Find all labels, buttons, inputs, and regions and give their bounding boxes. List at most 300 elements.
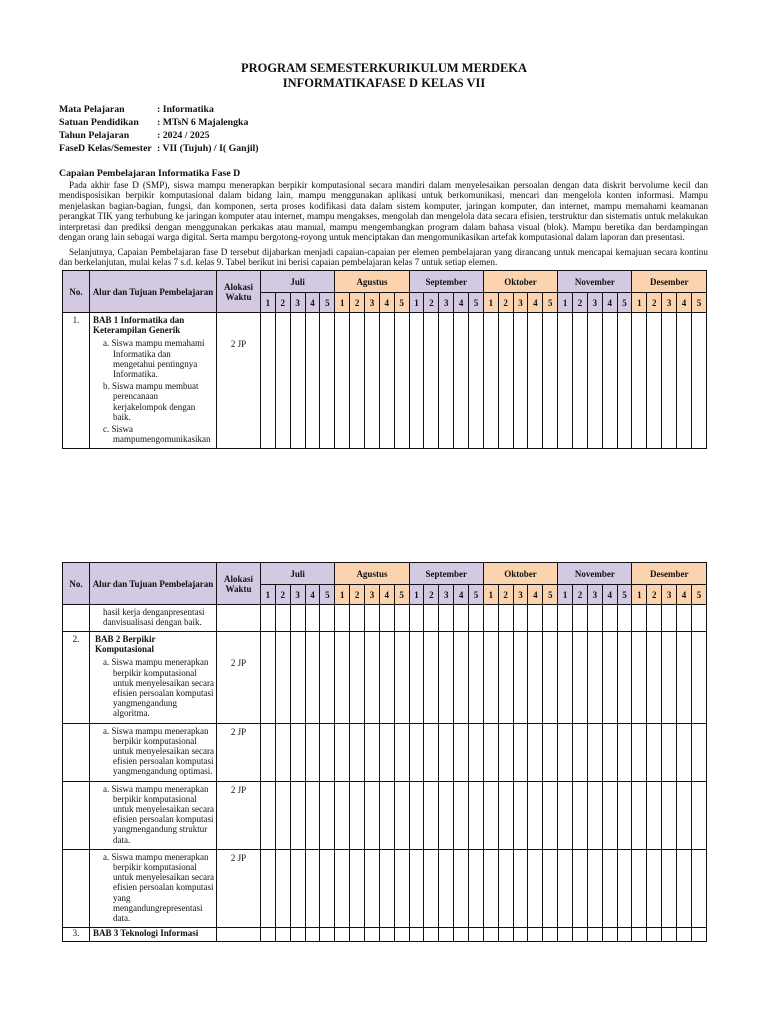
week-cell (424, 632, 439, 724)
week-cell (677, 849, 692, 927)
week-cell (320, 781, 335, 849)
week-cell (454, 849, 469, 927)
week-cell (439, 723, 454, 781)
week-november-2: 2 (573, 293, 588, 313)
week-cell (483, 781, 498, 849)
header-alokasi: Alokasi Waktu (217, 271, 261, 313)
week-cell (558, 928, 573, 942)
week-cell (587, 849, 602, 927)
week-cell (409, 849, 424, 927)
week-cell (483, 632, 498, 724)
week-cell (365, 632, 380, 724)
objective-item: b. Siswa mampu membuat perencanaan kerjakelompok dengan baik. (103, 381, 199, 422)
week-cell (602, 313, 617, 449)
week-agustus-4: 4 (379, 293, 394, 313)
week-cell (320, 632, 335, 724)
row-number (63, 605, 90, 632)
week-cell (439, 849, 454, 927)
chapter-title: BAB 1 Informatika dan Keterampilan Generik (93, 315, 185, 336)
week-cell (677, 313, 692, 449)
header-month-agustus: Agustus (335, 563, 409, 585)
week-juli-4: 4 (305, 293, 320, 313)
learning-objective-cell (90, 605, 217, 632)
week-cell (558, 313, 573, 449)
week-cell (573, 781, 588, 849)
week-cell (543, 849, 558, 927)
info-row-subject (59, 103, 259, 116)
header-no: No. (63, 563, 90, 605)
week-cell (290, 605, 305, 632)
time-allocation: 2 JP (217, 849, 261, 927)
week-september-5: 5 (469, 585, 484, 605)
week-cell (320, 313, 335, 449)
week-cell (365, 723, 380, 781)
week-cell (290, 928, 305, 942)
week-november-2: 2 (573, 585, 588, 605)
week-cell (573, 313, 588, 449)
week-cell (483, 605, 498, 632)
week-oktober-4: 4 (528, 293, 543, 313)
schedule-table-1 (62, 270, 707, 449)
week-cell (528, 928, 543, 942)
week-cell (573, 849, 588, 927)
objective-item: a. Siswa mampu menerapkan berpikir komputasional untuk menyelesaikan secara efisien persoalan komputasi yangmengandung algoritma. (103, 657, 214, 719)
week-cell (632, 849, 647, 927)
week-cell (365, 928, 380, 942)
week-cell (261, 632, 276, 724)
week-cell (275, 928, 290, 942)
header-month-november: November (558, 271, 632, 293)
week-cell (528, 723, 543, 781)
info-label: Tahun Pelajaran (59, 130, 130, 141)
week-cell (498, 632, 513, 724)
week-cell (528, 849, 543, 927)
week-cell (379, 313, 394, 449)
week-september-3: 3 (439, 585, 454, 605)
week-oktober-3: 3 (513, 585, 528, 605)
week-oktober-1: 1 (483, 293, 498, 313)
week-cell (275, 849, 290, 927)
week-cell (662, 605, 677, 632)
week-cell (379, 632, 394, 724)
identity-block (59, 103, 259, 155)
week-cell (335, 723, 350, 781)
week-cell (662, 928, 677, 942)
info-row-class (59, 142, 259, 155)
week-cell (498, 723, 513, 781)
week-cell (691, 781, 706, 849)
week-cell (305, 605, 320, 632)
objective-item: a. Siswa mampu menerapkan berpikir komputasional untuk menyelesaikan secara efisien persoalan komputasi yang mengandungrepresentasi data. (103, 851, 214, 924)
week-cell (454, 605, 469, 632)
header-alokasi: Alokasi Waktu (217, 563, 261, 605)
week-november-5: 5 (617, 293, 632, 313)
info-value: : 2024 / 2025 (157, 130, 210, 141)
week-oktober-3: 3 (513, 293, 528, 313)
week-cell (365, 781, 380, 849)
week-november-4: 4 (602, 293, 617, 313)
week-november-4: 4 (602, 585, 617, 605)
info-label: Satuan Pendidikan (59, 117, 139, 128)
header-month-oktober: Oktober (483, 563, 557, 585)
week-cell (677, 605, 692, 632)
week-oktober-4: 4 (528, 585, 543, 605)
capaian-heading: Capaian Pembelajaran Informatika Fase D (59, 168, 241, 179)
week-cell (394, 632, 409, 724)
header-month-juli: Juli (261, 271, 335, 293)
week-cell (691, 928, 706, 942)
week-oktober-5: 5 (543, 293, 558, 313)
week-cell (587, 313, 602, 449)
week-cell (454, 928, 469, 942)
week-cell (691, 313, 706, 449)
week-cell (662, 723, 677, 781)
week-cell (662, 632, 677, 724)
week-cell (350, 605, 365, 632)
week-cell (290, 632, 305, 724)
week-agustus-3: 3 (365, 585, 380, 605)
week-juli-2: 2 (275, 293, 290, 313)
week-cell (528, 632, 543, 724)
info-value: : Informatika (157, 104, 214, 115)
week-cell (602, 928, 617, 942)
document-title-line2: INFORMATIKAFASE D KELAS VII (282, 76, 486, 90)
week-cell (513, 928, 528, 942)
week-desember-2: 2 (647, 585, 662, 605)
objective-item: c. Siswa mampumengomunikasikan (103, 424, 211, 445)
week-cell (469, 928, 484, 942)
week-agustus-2: 2 (350, 585, 365, 605)
row-number: 2. (63, 632, 90, 724)
week-cell (275, 632, 290, 724)
week-cell (632, 928, 647, 942)
info-row-school (59, 116, 259, 129)
week-cell (662, 313, 677, 449)
week-juli-1: 1 (261, 293, 276, 313)
week-cell (424, 605, 439, 632)
week-september-1: 1 (409, 585, 424, 605)
week-cell (305, 781, 320, 849)
week-cell (409, 723, 424, 781)
week-cell (454, 313, 469, 449)
info-label: Mata Pelajaran (59, 104, 125, 115)
week-desember-3: 3 (662, 293, 677, 313)
week-cell (305, 723, 320, 781)
week-cell (305, 313, 320, 449)
week-cell (379, 723, 394, 781)
week-cell (469, 849, 484, 927)
week-desember-1: 1 (632, 585, 647, 605)
week-cell (647, 928, 662, 942)
week-cell (454, 723, 469, 781)
week-cell (290, 849, 305, 927)
week-cell (365, 605, 380, 632)
learning-objective-cell (90, 313, 217, 449)
week-cell (290, 723, 305, 781)
week-cell (454, 632, 469, 724)
learning-objective-cell (90, 632, 217, 724)
week-cell (320, 605, 335, 632)
week-cell (528, 781, 543, 849)
week-cell (261, 849, 276, 927)
week-cell (439, 632, 454, 724)
week-cell (394, 781, 409, 849)
week-cell (498, 928, 513, 942)
week-september-2: 2 (424, 293, 439, 313)
week-cell (350, 313, 365, 449)
week-november-5: 5 (617, 585, 632, 605)
week-agustus-3: 3 (365, 293, 380, 313)
header-month-juli: Juli (261, 563, 335, 585)
week-november-3: 3 (587, 585, 602, 605)
week-cell (469, 632, 484, 724)
schedule-table-2 (62, 562, 707, 942)
week-cell (543, 928, 558, 942)
week-cell (558, 849, 573, 927)
week-cell (350, 781, 365, 849)
week-cell (647, 605, 662, 632)
chapter-title: BAB 3 Teknologi Informasi (90, 928, 217, 942)
week-cell (350, 928, 365, 942)
week-cell (573, 723, 588, 781)
time-allocation: 2 JP (217, 632, 261, 724)
week-juli-4: 4 (305, 585, 320, 605)
objective-item: a. Siswa mampu memahami Informatika dan mengetahui pentingnya Informatika. (103, 338, 205, 380)
week-november-1: 1 (558, 293, 573, 313)
week-cell (602, 723, 617, 781)
week-cell (617, 605, 632, 632)
week-cell (379, 605, 394, 632)
week-cell (320, 928, 335, 942)
row-number: 1. (63, 313, 90, 449)
week-juli-5: 5 (320, 293, 335, 313)
week-cell (379, 781, 394, 849)
header-month-november: November (558, 563, 632, 585)
week-cell (290, 313, 305, 449)
week-desember-5: 5 (691, 585, 706, 605)
week-cell (275, 313, 290, 449)
week-juli-3: 3 (290, 293, 305, 313)
week-cell (350, 849, 365, 927)
week-cell (513, 781, 528, 849)
week-cell (587, 723, 602, 781)
time-allocation: 2 JP (217, 781, 261, 849)
week-november-1: 1 (558, 585, 573, 605)
info-value: : VII (Tujuh) / I( Ganjil) (157, 143, 259, 154)
week-cell (662, 781, 677, 849)
week-cell (573, 928, 588, 942)
week-cell (350, 632, 365, 724)
chapter-title: BAB 2 Berpikir Komputasional (95, 634, 156, 655)
week-cell (617, 849, 632, 927)
week-cell (261, 781, 276, 849)
week-agustus-1: 1 (335, 585, 350, 605)
info-label: FaseD Kelas/Semester (59, 143, 152, 154)
week-cell (573, 632, 588, 724)
week-cell (543, 723, 558, 781)
objective-continuation: hasil kerja denganpresentasi danvisualisasi dengan baik. (103, 607, 205, 628)
week-cell (483, 723, 498, 781)
week-cell (587, 781, 602, 849)
time-allocation (217, 605, 261, 632)
header-month-september: September (409, 271, 483, 293)
learning-objective-cell (90, 849, 217, 927)
week-september-4: 4 (454, 585, 469, 605)
week-cell (305, 632, 320, 724)
week-cell (335, 781, 350, 849)
week-juli-5: 5 (320, 585, 335, 605)
time-allocation (217, 928, 261, 942)
objective-item: a. Siswa mampu menerapkan berpikir komputasional untuk menyelesaikan secara efisien persoalan komputasi yangmengandung optimasi. (103, 725, 214, 777)
week-cell (409, 632, 424, 724)
week-cell (439, 781, 454, 849)
week-cell (647, 632, 662, 724)
week-cell (261, 928, 276, 942)
learning-objective-cell (90, 781, 217, 849)
learning-objective-cell (90, 723, 217, 781)
week-cell (632, 632, 647, 724)
week-cell (647, 781, 662, 849)
week-cell (394, 313, 409, 449)
week-cell (617, 313, 632, 449)
week-cell (305, 928, 320, 942)
week-agustus-5: 5 (394, 585, 409, 605)
week-cell (469, 605, 484, 632)
week-cell (558, 781, 573, 849)
week-cell (469, 313, 484, 449)
week-cell (424, 313, 439, 449)
week-desember-3: 3 (662, 585, 677, 605)
row-number (63, 849, 90, 927)
week-cell (602, 605, 617, 632)
week-cell (335, 928, 350, 942)
week-cell (677, 928, 692, 942)
week-cell (602, 632, 617, 724)
header-month-agustus: Agustus (335, 271, 409, 293)
week-september-2: 2 (424, 585, 439, 605)
week-cell (365, 313, 380, 449)
week-cell (528, 313, 543, 449)
capaian-paragraph-2: Selanjutnya, Capaian Pembelajaran fase D tersebut dijabarkan menjadi capaian-capaian per elemen pembelajaran yang dirancang untuk mencapai kemajuan secara kontinu dan berkelanjutan, mulai kelas 7 s.d. kelas 9. Tabel berikut ini berisi capaian pembelajaran kelas 7 untuk setiap elemen. (59, 247, 708, 268)
week-cell (513, 632, 528, 724)
week-cell (335, 605, 350, 632)
week-desember-1: 1 (632, 293, 647, 313)
week-desember-4: 4 (677, 293, 692, 313)
week-cell (290, 781, 305, 849)
week-cell (498, 849, 513, 927)
row-number (63, 723, 90, 781)
header-alur: Alur dan Tujuan Pembelajaran (90, 271, 217, 313)
week-cell (275, 781, 290, 849)
document-title-line1: PROGRAM SEMESTERKURIKULUM MERDEKA (240, 61, 528, 75)
week-cell (617, 928, 632, 942)
week-cell (632, 723, 647, 781)
week-agustus-2: 2 (350, 293, 365, 313)
week-cell (543, 781, 558, 849)
header-month-oktober: Oktober (483, 271, 557, 293)
week-agustus-5: 5 (394, 293, 409, 313)
week-cell (513, 849, 528, 927)
row-number (63, 781, 90, 849)
week-desember-5: 5 (691, 293, 706, 313)
week-cell (394, 849, 409, 927)
week-cell (513, 723, 528, 781)
week-cell (498, 605, 513, 632)
week-cell (483, 849, 498, 927)
row-number: 3. (63, 928, 90, 942)
week-cell (587, 605, 602, 632)
week-cell (320, 723, 335, 781)
week-cell (394, 723, 409, 781)
info-row-year (59, 129, 259, 142)
week-cell (424, 723, 439, 781)
week-cell (617, 781, 632, 849)
week-cell (691, 605, 706, 632)
week-cell (320, 849, 335, 927)
week-cell (350, 723, 365, 781)
week-cell (394, 605, 409, 632)
week-juli-2: 2 (275, 585, 290, 605)
week-cell (409, 605, 424, 632)
week-cell (439, 605, 454, 632)
week-cell (379, 849, 394, 927)
week-cell (409, 928, 424, 942)
week-cell (335, 849, 350, 927)
week-cell (587, 632, 602, 724)
objective-item: a. Siswa mampu menerapkan berpikir komputasional untuk menyelesaikan secara efisien persoalan komputasi yangmengandung struktur data. (103, 783, 214, 845)
week-cell (558, 723, 573, 781)
week-cell (469, 723, 484, 781)
week-juli-3: 3 (290, 585, 305, 605)
week-cell (558, 605, 573, 632)
week-cell (365, 849, 380, 927)
week-cell (647, 723, 662, 781)
week-cell (424, 928, 439, 942)
week-cell (543, 605, 558, 632)
week-cell (261, 605, 276, 632)
week-cell (483, 313, 498, 449)
week-cell (632, 313, 647, 449)
week-cell (691, 723, 706, 781)
week-cell (424, 849, 439, 927)
week-cell (483, 928, 498, 942)
week-cell (543, 313, 558, 449)
week-cell (647, 313, 662, 449)
week-cell (498, 781, 513, 849)
week-juli-1: 1 (261, 585, 276, 605)
week-cell (513, 313, 528, 449)
week-cell (617, 632, 632, 724)
header-no: No. (63, 271, 90, 313)
week-cell (602, 849, 617, 927)
week-cell (424, 781, 439, 849)
week-cell (677, 632, 692, 724)
week-cell (335, 313, 350, 449)
week-september-1: 1 (409, 293, 424, 313)
week-cell (394, 928, 409, 942)
week-september-3: 3 (439, 293, 454, 313)
week-cell (558, 632, 573, 724)
week-agustus-4: 4 (379, 585, 394, 605)
time-allocation: 2 JP (217, 313, 261, 449)
week-september-4: 4 (454, 293, 469, 313)
week-cell (439, 928, 454, 942)
week-cell (409, 313, 424, 449)
week-oktober-1: 1 (483, 585, 498, 605)
week-cell (275, 605, 290, 632)
week-desember-2: 2 (647, 293, 662, 313)
week-cell (543, 632, 558, 724)
